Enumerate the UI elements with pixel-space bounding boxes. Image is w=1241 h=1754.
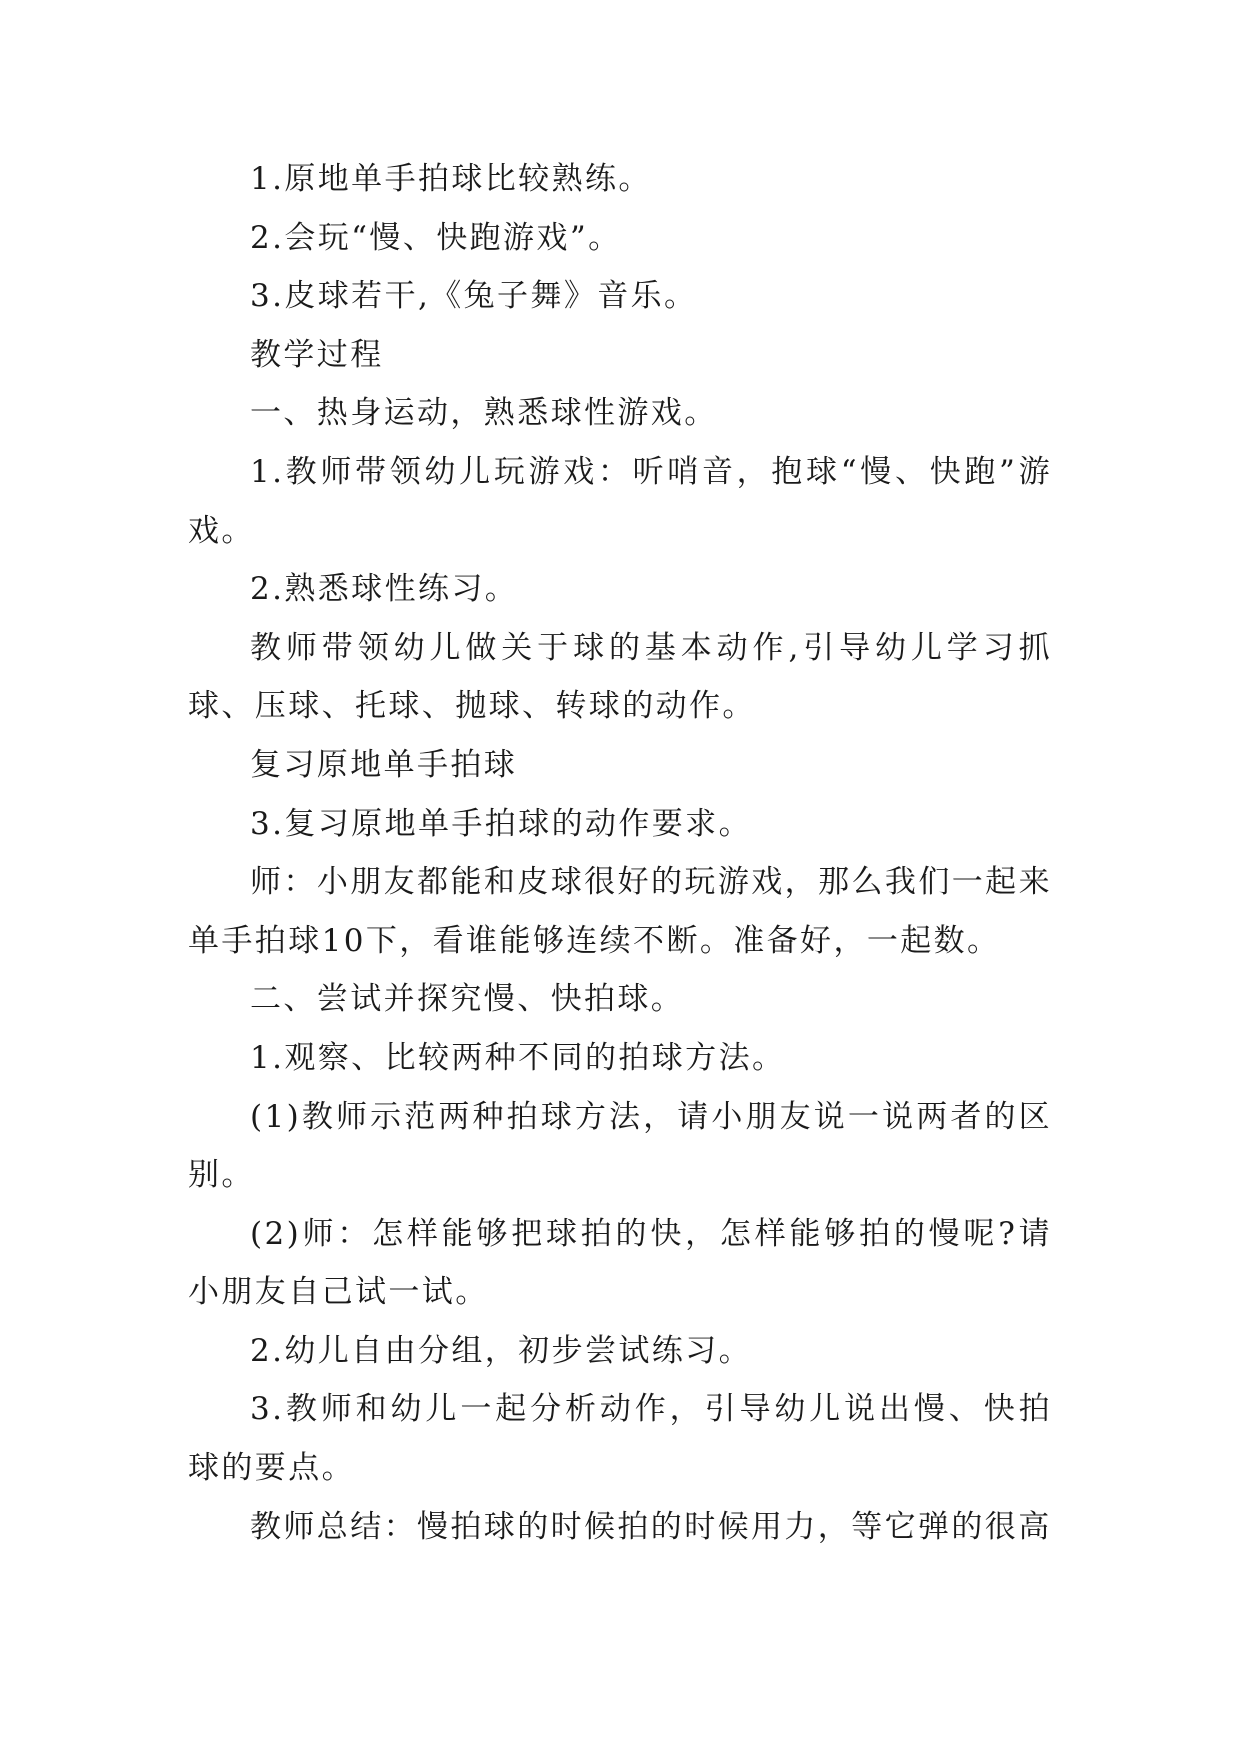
section-heading-explore: 二、尝试并探究慢、快拍球。	[250, 981, 685, 1018]
paragraph-group-practice: 2.幼儿自由分组，初步尝试练习。	[250, 1332, 752, 1369]
paragraph-ball-familiarity: 2.熟悉球性练习。	[250, 571, 519, 608]
paragraph-analyze-actions: 3.教师和幼儿一起分析动作，引导幼儿说出慢、快拍球的要点。	[188, 1391, 1052, 1487]
section-heading-warmup: 一、热身运动，熟悉球性游戏。	[250, 395, 718, 432]
paragraph-requirement-2: 2.会玩“慢、快跑游戏”。	[250, 219, 622, 256]
document-page	[188, 150, 1052, 1556]
paragraph-observe-compare: 1.观察、比较两种不同的拍球方法。	[250, 1039, 786, 1076]
paragraph-try-fast-slow: (2)师：怎样能够把球拍的快，怎样能够拍的慢呢?请小朋友自己试一试。	[188, 1215, 1052, 1311]
paragraph-requirement-1: 1.原地单手拍球比较熟练。	[250, 161, 652, 197]
paragraph-demo-methods: (1)教师示范两种拍球方法，请小朋友说一说两者的区别。	[188, 1098, 1052, 1194]
paragraph-teacher-summary: 教师总结：慢拍球的时候拍的时候用力，等它弹的很高	[250, 1508, 1052, 1545]
paragraph-warmup-game: 1.教师带领幼儿玩游戏：听哨音，抱球“慢、快跑”游戏。	[188, 453, 1052, 549]
section-heading-teaching-process: 教学过程	[250, 336, 384, 373]
paragraph-materials: 3.皮球若干,《兔子舞》音乐。	[250, 278, 698, 315]
paragraph-teacher-instruction: 师：小朋友都能和皮球很好的玩游戏，那么我们一起来单手拍球10下，看谁能够连续不断。准备好，一起数。	[188, 864, 1052, 959]
paragraph-basic-actions: 教师带领幼儿做关于球的基本动作,引导幼儿学习抓球、压球、托球、抛球、转球的动作。	[188, 629, 1052, 725]
paragraph-review-requirements: 3.复习原地单手拍球的动作要求。	[250, 805, 752, 842]
paragraph-review-heading: 复习原地单手拍球	[250, 746, 518, 783]
